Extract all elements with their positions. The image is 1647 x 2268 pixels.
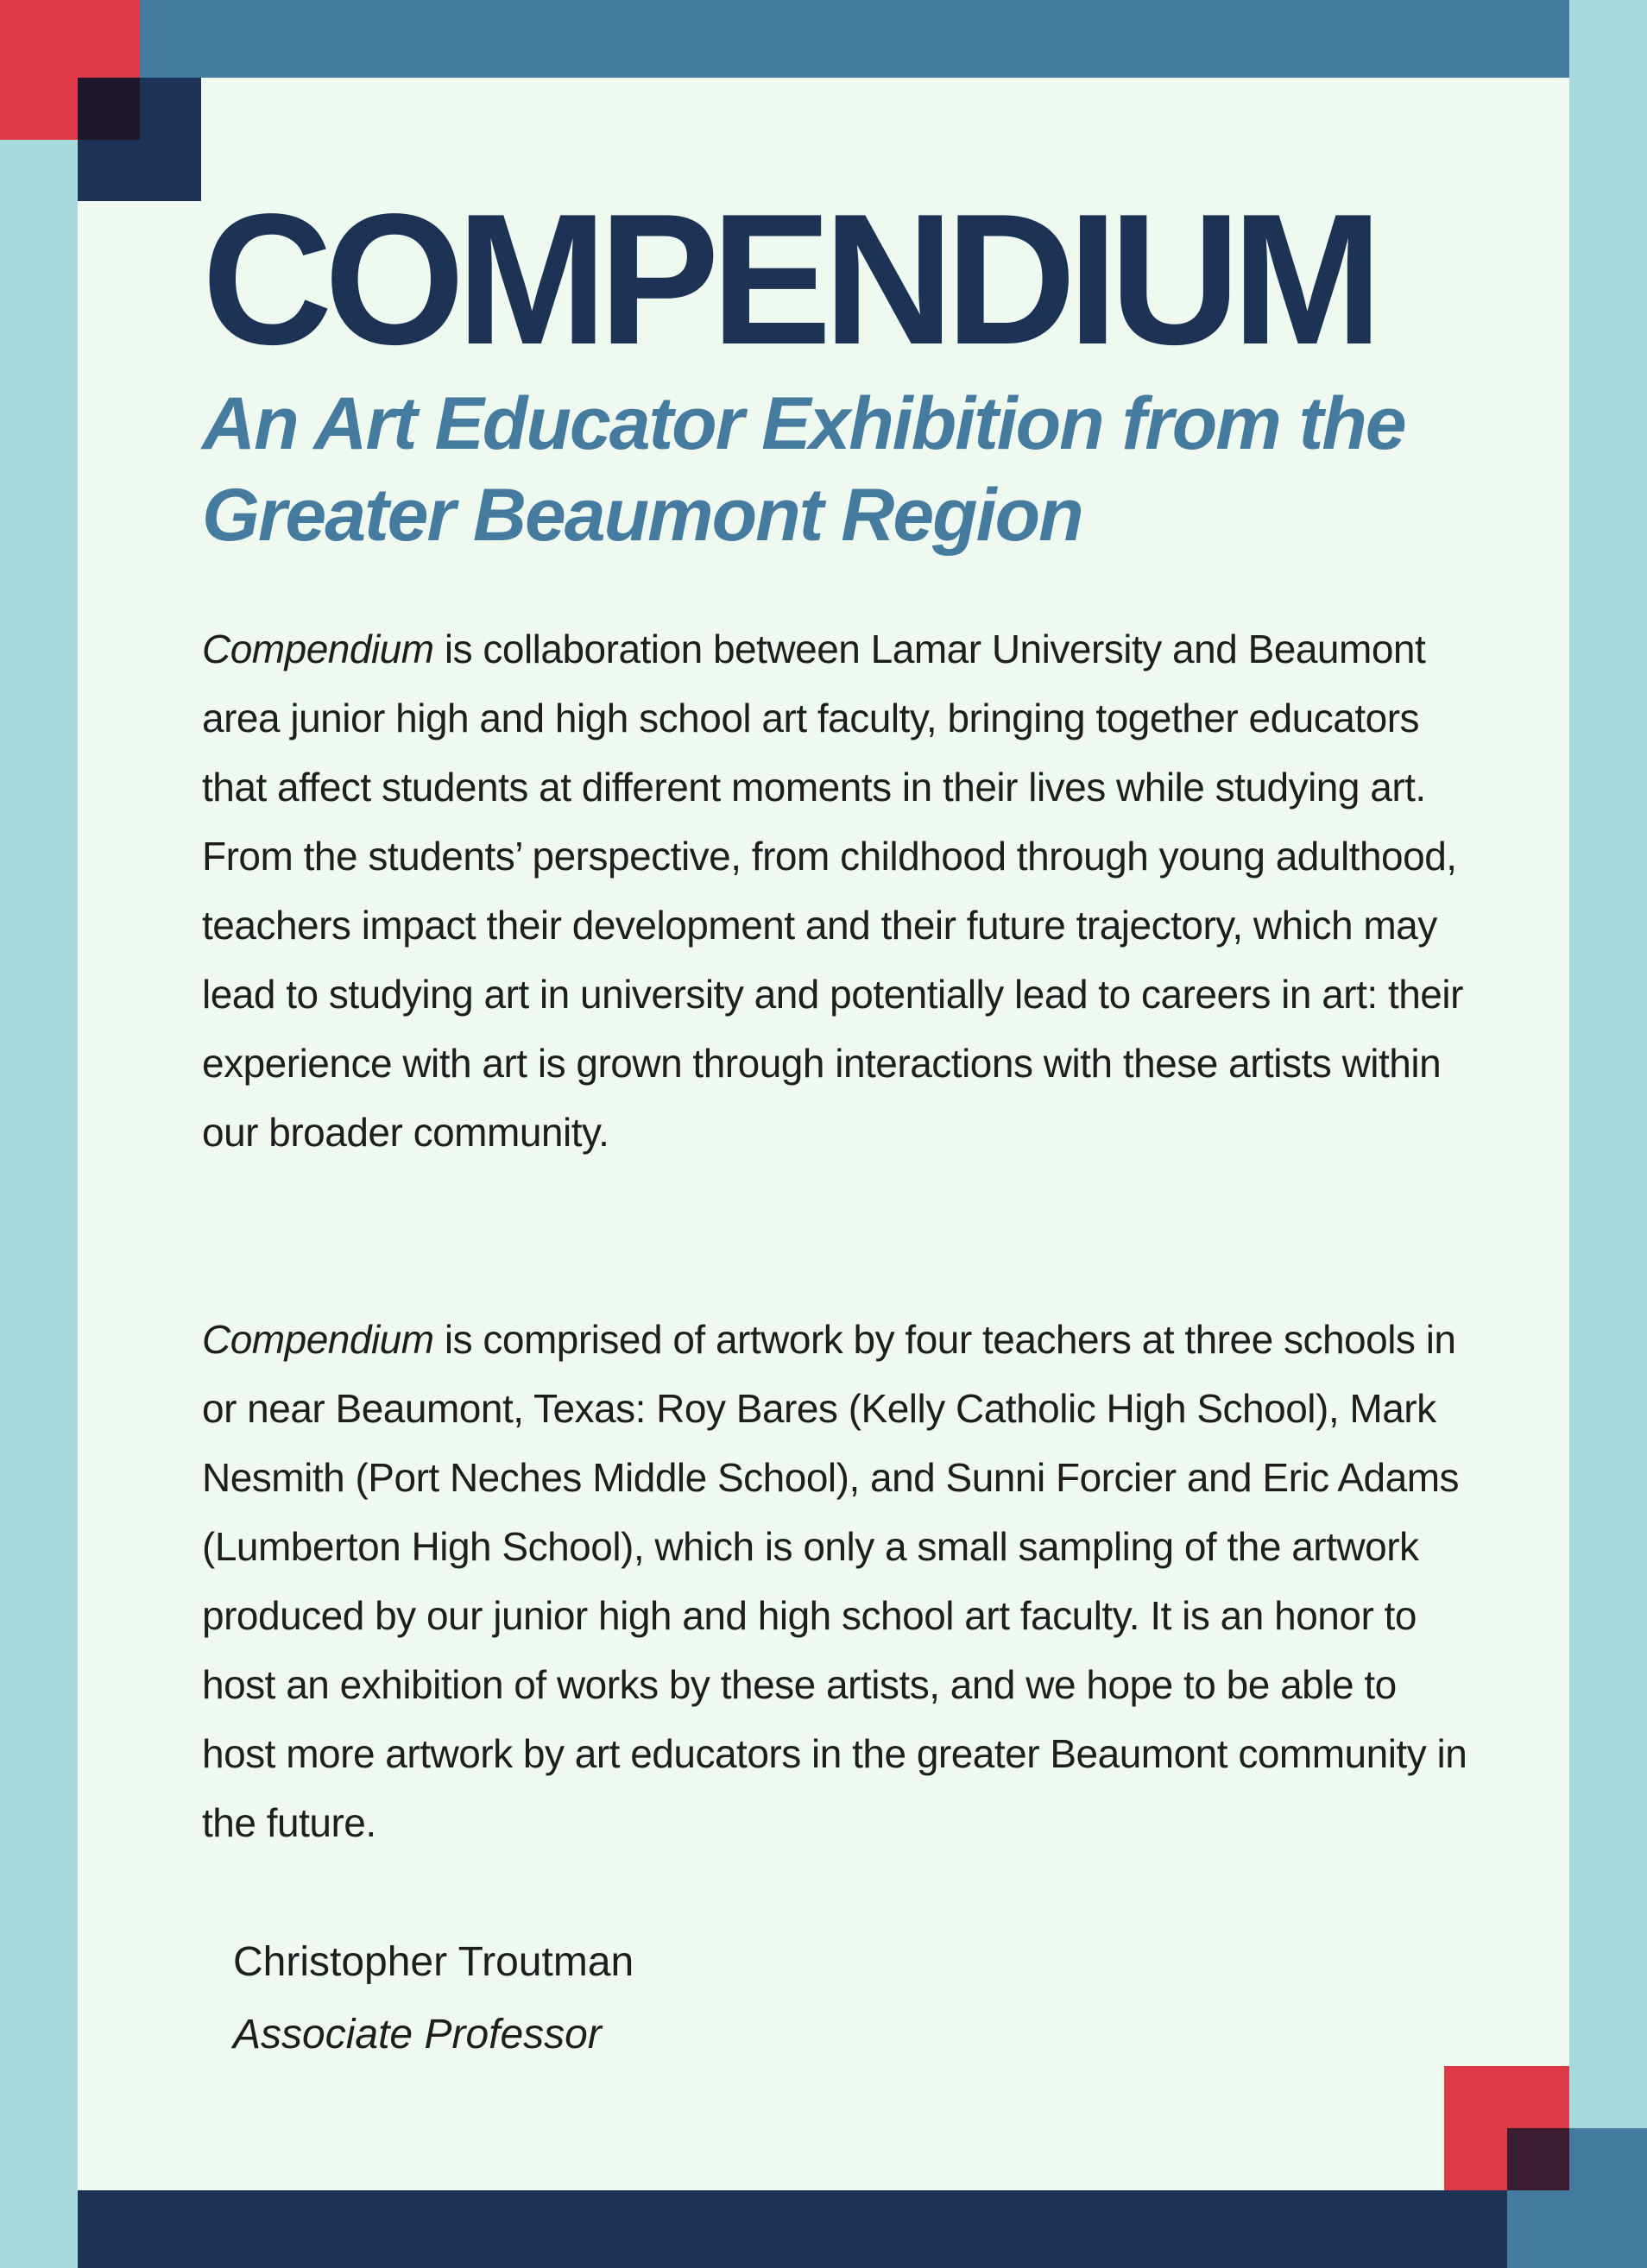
intro-paragraph	[202, 614, 1480, 1167]
bottom-right-overlap-block	[1507, 2128, 1569, 2190]
italic-lead: Compendium	[202, 627, 434, 671]
page-title: COMPENDIUM	[202, 174, 1374, 383]
paragraph-text: is collaboration between Lamar University and Beaumont area junior high and high school art faculty, bringing together educators that affect students at different moments in their lives while studying art. From the students’ perspective, from childhood through young adulthood, teachers impact their development and their future trajectory, which may lead to studying art in university and potentially lead to careers in art: their experience with art is grown through interactions with these artists within our broader community.	[202, 627, 1463, 1155]
paragraph-text: is comprised of artwork by four teachers at three schools in or near Beaumont, Texas: Roy Bares (Kelly Catholic High School), Mark Nesmith (Port Neches Middle School), and Sunni Forcier and Eric Adams (Lumberton High School), which is only a small sampling of the artwork produced by our junior high and high school art faculty. It is an honor to host an exhibition of works by these artists, and we hope to be able to host more artwork by art educators in the greater Beaumont community in the future.	[202, 1317, 1467, 1845]
top-left-overlap-block	[78, 78, 140, 140]
page-subtitle: An Art Educator Exhibition from the Greater Beaumont Region	[202, 382, 1405, 557]
top-bar	[138, 0, 1569, 78]
signature-name: Christopher Troutman	[233, 1939, 634, 1985]
signature-title: Associate Professor	[233, 2012, 602, 2057]
bottom-bar	[78, 2190, 1647, 2268]
artists-paragraph	[202, 1305, 1480, 1857]
italic-lead: Compendium	[202, 1317, 434, 1362]
